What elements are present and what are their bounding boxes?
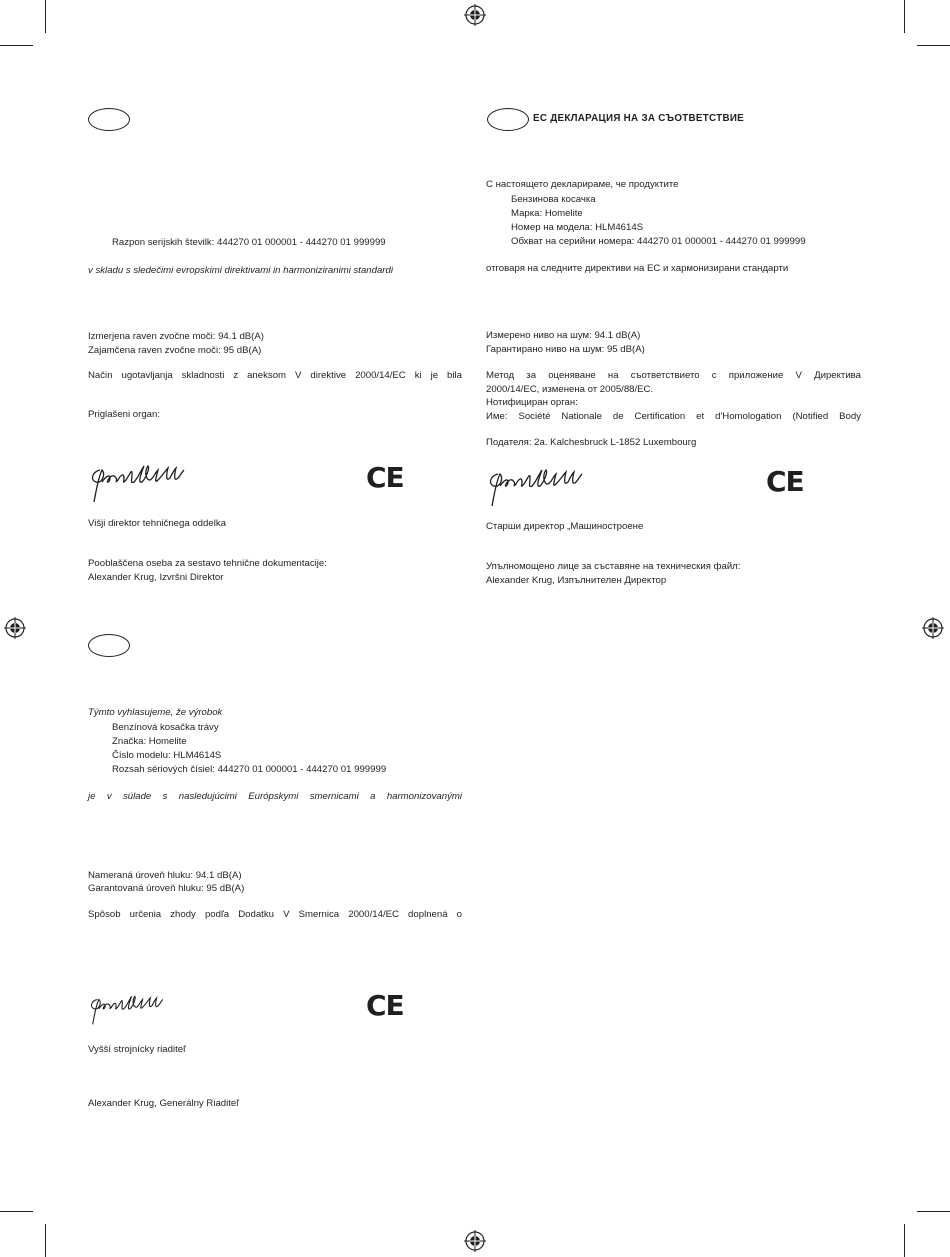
bg-serial-range: Обхват на серийни номера: 444270 01 000001 - 444270 01 999999 [511,236,806,247]
registration-mark-icon [464,1230,486,1252]
signature-icon [88,990,166,1026]
crop-mark [45,1224,46,1257]
sl-guaranteed-noise: Zajamčena raven zvočne moči: 95 dB(A) [88,345,262,356]
sl-serial-range: Razpon serijskih številk: 444270 01 000001 - 444270 01 999999 [112,237,386,248]
bg-model: Номер на модела: HLM4614S [511,222,644,233]
ce-mark: CE [766,465,804,498]
registration-mark-icon [464,4,486,26]
sk-intro: Týmto vyhlasujeme, že výrobok [88,707,223,718]
bg-director-title: Старши директор „Машиностроене [486,521,644,532]
crop-mark [0,45,33,46]
language-oval-badge [88,634,130,657]
signature-icon [88,458,188,504]
bg-notified-body-name: Име: Société Nationale de Certification et d'Homologation (Notified Body [486,411,861,422]
language-oval-badge [88,108,130,131]
sl-notified-body: Priglašeni organ: [88,409,160,420]
bg-guaranteed-noise: Гарантирано ниво на шум: 95 dB(A) [486,344,645,355]
sl-measured-noise: Izmerjena raven zvočne moči: 94.1 dB(A) [88,331,264,342]
bg-heading: ЕС ДЕКЛАРАЦИЯ НА ЗА СЪОТВЕТСТВИЕ [533,113,745,124]
bg-conformity-method: Метод за оценяване на съответствието с приложение V Директива [486,370,861,381]
sl-conformity-method: Način ugotavljanja skladnosti z aneksom V direktive 2000/14/EC ki je bila [88,370,462,381]
sk-product: Benzínová kosačka trávy [112,722,219,733]
sk-krug-name: Alexander Krug, Generálny Riaditeľ [88,1098,240,1109]
bg-address: Подателя: 2a. Kalchesbruck L-1852 Luxembourg [486,437,697,448]
sk-model: Číslo modelu: HLM4614S [112,750,222,761]
sk-serial-range: Rozsah sériových čísiel: 444270 01 000001 - 444270 01 999999 [112,764,387,775]
bg-intro: С настоящето декларираме, че продуктите [486,179,679,190]
bg-product: Бензинова косачка [511,194,596,205]
bg-brand: Марка: Homelite [511,208,583,219]
ce-mark: CE [366,461,404,494]
crop-mark [904,0,905,33]
ce-mark: CE [366,989,404,1022]
bg-notified-body: Нотифициран орган: [486,397,578,408]
language-oval-badge [487,108,529,131]
sl-director-title: Višji direktor tehničnega oddelka [88,518,226,529]
sk-director-title: Vyšší strojnícky riaditeľ [88,1044,186,1055]
crop-mark [904,1224,905,1257]
signature-icon [486,462,586,508]
sl-authorized-person: Pooblaščena oseba za sestavo tehnične dokumentacije: [88,558,327,569]
registration-mark-icon [922,617,944,639]
sk-measured-noise: Nameraná úroveň hluku: 94.1 dB(A) [88,870,242,881]
sk-brand: Značka: Homelite [112,736,187,747]
crop-mark [45,0,46,33]
sk-conformity-method: Spôsob určenia zhody podľa Dodatku V Smernica 2000/14/EC doplnená o [88,909,462,920]
sk-guaranteed-noise: Garantovaná úroveň hluku: 95 dB(A) [88,883,245,894]
crop-mark [0,1211,33,1212]
sk-directives: je v súlade s nasledujúcimi Európskymi smernicami a harmonizovanými [88,791,462,802]
crop-mark [917,1211,950,1212]
bg-conformity-method-cont: 2000/14/EC, изменена от 2005/88/EC. [486,384,654,395]
bg-directives: отговаря на следните директиви на ЕС и хармонизирани стандарти [486,263,789,274]
sl-directives: v skladu s sledečimi evropskimi direktivami in harmoniziranimi standardi [88,265,393,276]
crop-mark [917,45,950,46]
bg-krug-name: Alexander Krug, Изпълнителен Директор [486,575,667,586]
sl-krug-name: Alexander Krug, Izvršni Direktor [88,572,224,583]
bg-authorized-person: Упълномощено лице за съставяне на техническия файл: [486,561,741,572]
bg-measured-noise: Измерено ниво на шум: 94.1 dB(A) [486,330,641,341]
registration-mark-icon [4,617,26,639]
